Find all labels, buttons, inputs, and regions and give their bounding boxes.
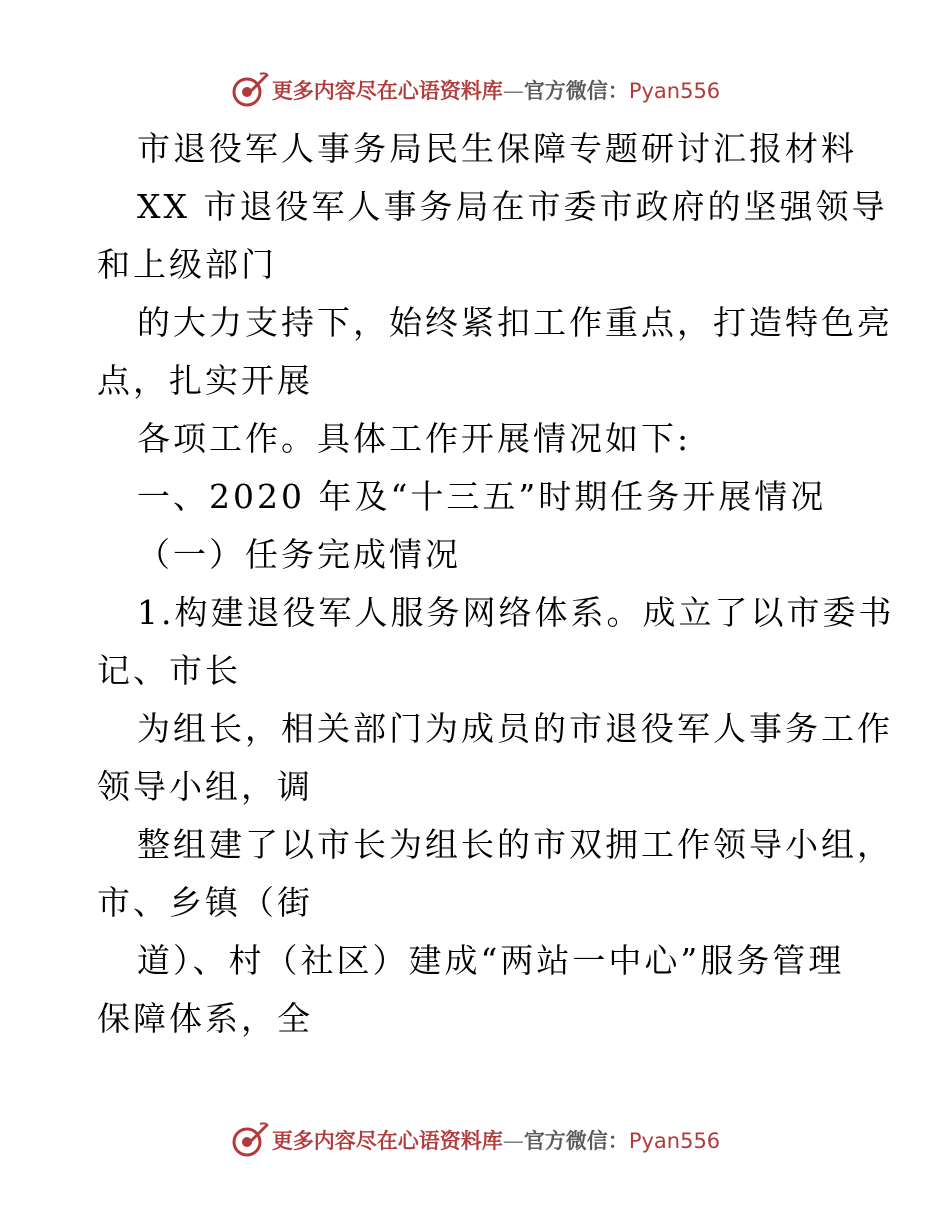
paragraph-line: 和上级部门 bbox=[97, 245, 277, 284]
banner-wechat-id: Pyan556 bbox=[628, 79, 721, 103]
paragraph-line: 保障体系，全 bbox=[97, 999, 313, 1038]
paragraph-line: 为组长，相关部门为成员的市退役军人事务工作 bbox=[137, 709, 893, 748]
banner-brand: 更多内容尽在心语资料库 bbox=[271, 79, 503, 103]
quill-logo-icon bbox=[230, 70, 270, 110]
subsection-heading: （一）任务完成情况 bbox=[137, 535, 461, 574]
paragraph-line: 各项工作。具体工作开展情况如下: bbox=[137, 419, 692, 458]
banner-text bbox=[272, 75, 720, 105]
footer-banner bbox=[0, 1118, 950, 1162]
paragraph-line: 1.构建退役军人服务网络体系。成立了以市委书 bbox=[137, 593, 895, 632]
paragraph-line: XX 市退役军人事务局在市委市政府的坚强领导 bbox=[137, 187, 888, 226]
banner-dash: — bbox=[502, 79, 524, 103]
banner-wechat-label: 官方微信： bbox=[523, 79, 629, 103]
paragraph-line: 领导小组，调 bbox=[97, 767, 313, 806]
banner-dash: — bbox=[502, 1129, 524, 1153]
document-body bbox=[97, 120, 895, 1048]
paragraph-line: 道）、村（社区）建成“两站一中心”服务管理 bbox=[137, 941, 845, 980]
banner-text bbox=[272, 1125, 720, 1155]
paragraph-line: 市、乡镇（街 bbox=[97, 883, 313, 922]
paragraph-line: 的大力支持下，始终紧扣工作重点，打造特色亮 bbox=[137, 303, 893, 342]
banner-wechat-label: 官方微信： bbox=[523, 1129, 629, 1153]
paragraph-line: 整组建了以市长为组长的市双拥工作领导小组， bbox=[137, 825, 893, 864]
paragraph-line: 点，扎实开展 bbox=[97, 361, 313, 400]
header-banner bbox=[0, 68, 950, 112]
banner-brand: 更多内容尽在心语资料库 bbox=[271, 1129, 503, 1153]
quill-logo-icon bbox=[230, 1120, 270, 1160]
banner-wechat-id: Pyan556 bbox=[628, 1129, 721, 1153]
paragraph-line: 记、市长 bbox=[97, 651, 241, 690]
section-heading: 一、2020 年及“十三五”时期任务开展情况 bbox=[137, 477, 827, 516]
document-title: 市退役军人事务局民生保障专题研讨汇报材料 bbox=[137, 129, 857, 168]
